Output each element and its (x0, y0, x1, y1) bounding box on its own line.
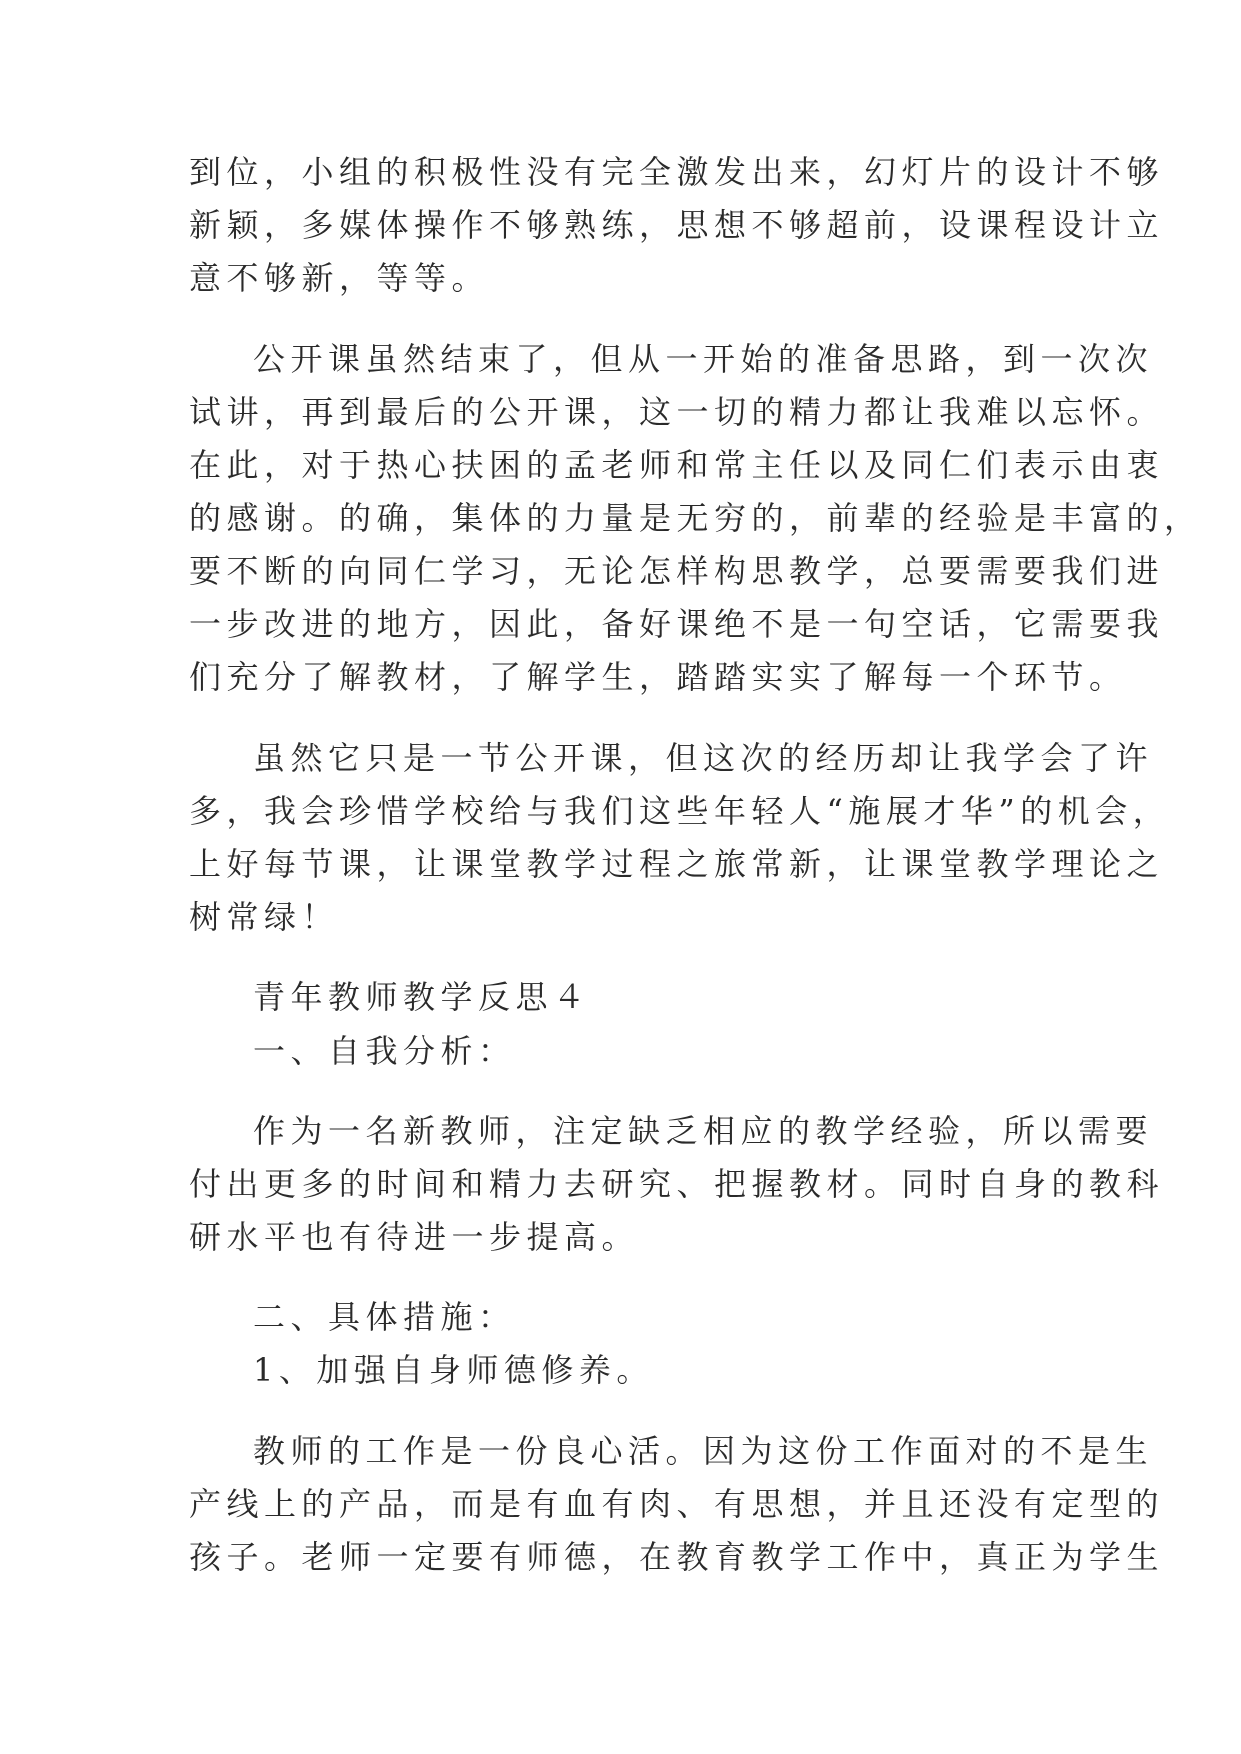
text-line: 多，我会珍惜学校给与我们这些年轻人“施展才华”的机会， (189, 792, 1171, 830)
text-line: 要不断的向同仁学习，无论怎样构思教学，总要需要我们进 (189, 552, 1165, 590)
text-line: 到位，小组的积极性没有完全激发出来，幻灯片的设计不够 (189, 153, 1165, 191)
section-heading: 青年教师教学反思４ (253, 978, 591, 1016)
list-item-heading: 1、加强自身师德修养。 (253, 1351, 654, 1389)
text-line: 意不够新，等等。 (189, 259, 490, 297)
text-line: 试讲，再到最后的公开课，这一切的精力都让我难以忘怀。 (189, 393, 1165, 431)
paragraph-start-line: 虽然它只是一节公开课，但这次的经历却让我学会了许 (253, 739, 1154, 777)
text-line: 一步改进的地方，因此，备好课绝不是一句空话，它需要我 (189, 605, 1165, 643)
paragraph-start-line: 作为一名新教师，注定缺乏相应的教学经验，所以需要 (253, 1112, 1154, 1150)
text-line: 在此，对于热心扶困的孟老师和常主任以及同仁们表示由衷 (189, 446, 1165, 484)
paragraph-start-line: 教师的工作是一份良心活。因为这份工作面对的不是生 (253, 1432, 1154, 1470)
text-line: 产线上的产品，而是有血有肉、有思想，并且还没有定型的 (189, 1485, 1165, 1523)
text-line: 树常绿！ (189, 898, 340, 936)
text-line: 研水平也有待进一步提高。 (189, 1218, 640, 1256)
text-line: 新颖，多媒体操作不够熟练，思想不够超前，设课程设计立 (189, 206, 1165, 244)
text-line: 付出更多的时间和精力去研究、把握教材。同时自身的教科 (189, 1165, 1165, 1203)
text-line: 的感谢。的确，集体的力量是无穷的，前辈的经验是丰富的， (189, 499, 1202, 537)
subsection-heading: 二、具体措施： (253, 1298, 516, 1336)
text-line: 上好每节课，让课堂教学过程之旅常新，让课堂教学理论之 (189, 845, 1165, 883)
text-line: 们充分了解教材，了解学生，踏踏实实了解每一个环节。 (189, 658, 1127, 696)
subsection-heading: 一、自我分析： (253, 1032, 516, 1070)
text-line: 孩子。老师一定要有师德，在教育教学工作中，真正为学生 (189, 1538, 1165, 1576)
paragraph-start-line: 公开课虽然结束了，但从一开始的准备思路，到一次次 (253, 340, 1154, 378)
